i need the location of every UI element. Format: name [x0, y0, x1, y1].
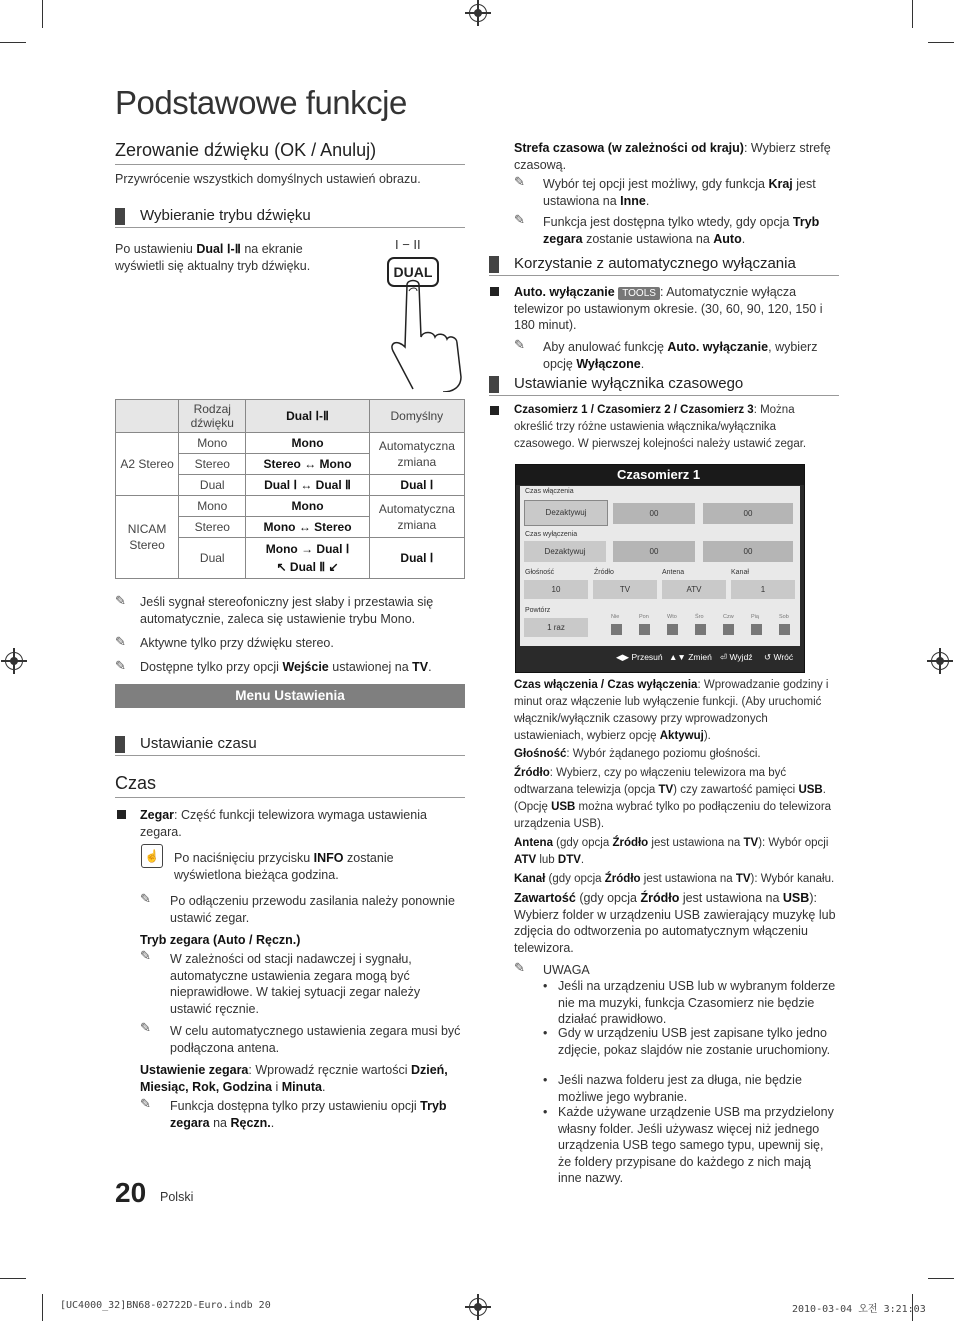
- table-cell: [116, 400, 179, 433]
- bullet-dot: •: [543, 1026, 548, 1040]
- table-cell: Automatyczna zmiana: [369, 496, 464, 538]
- menu-section-bar: Menu Ustawienia: [115, 684, 465, 708]
- antenna-field[interactable]: ATV: [662, 580, 726, 599]
- note-icon: ✎: [115, 658, 126, 673]
- repeat-field[interactable]: 1 raz: [524, 618, 588, 637]
- crop-mark: [0, 42, 26, 43]
- day-label: Pią: [751, 614, 759, 620]
- day-checkbox[interactable]: [723, 624, 734, 635]
- table-cell: Automatyczna zmiana: [369, 433, 464, 475]
- page-title: Podstawowe funkcje: [115, 84, 407, 121]
- auto-off-text: Auto. wyłączanie TOOLS : Automatycznie wyłącza telewizor po ustawionym okresie. (30, 60, 90, 120, 150 i 180 minut).: [514, 285, 823, 332]
- day-label: Wto: [667, 614, 677, 620]
- tryb-note-2: W celu automatycznego ustawienia zegara musi być podłączona antena.: [170, 1024, 461, 1055]
- mode-heading: Wybieranie trybu dźwięku: [115, 207, 465, 228]
- p-channel: Kanał (gdy opcja Źródło jest ustawiona na TV): Wybór kanału.: [514, 873, 835, 885]
- uwaga-label: UWAGA: [543, 963, 590, 977]
- remote-illustration: [383, 237, 473, 392]
- table-cell: Mono: [179, 433, 246, 454]
- table-cell: Mono: [179, 496, 246, 517]
- timer-screen: [515, 464, 805, 673]
- bullet-square-icon: [490, 406, 499, 415]
- table-cell: NICAM Stereo: [116, 496, 179, 579]
- info-hand-icon: ☝: [141, 844, 163, 868]
- nav-change: ▲▼ Zmień: [669, 652, 712, 662]
- table-cell: A2 Stereo: [116, 433, 179, 496]
- table-cell: Stereo: [179, 517, 246, 538]
- source-label: Źródło: [594, 569, 614, 576]
- table-header: Rodzaj dźwięku: [179, 400, 246, 433]
- table-cell: Mono → Dual Ⅰ ↖ Dual Ⅱ ↙: [246, 538, 369, 579]
- day-checkbox[interactable]: [611, 624, 622, 635]
- crop-mark: [0, 1278, 26, 1279]
- strefa-text: Strefa czasowa (w zależności od kraju): Wybierz strefę czasową.: [514, 141, 831, 172]
- day-label: Śro: [695, 614, 704, 620]
- day-checkbox[interactable]: [639, 624, 650, 635]
- screen-title: Czasomierz 1: [516, 465, 804, 485]
- table-row: [116, 433, 465, 454]
- volume-label: Głośność: [525, 569, 555, 576]
- dual-button: DUAL: [387, 257, 439, 287]
- bullet-square-icon: [117, 810, 126, 819]
- print-date: 2010-03-04 오전 3:21:03: [792, 1304, 926, 1315]
- table-header-row: [116, 400, 465, 433]
- list-item: Gdy w urządzeniu USB jest zapisane tylko jedno zdjęcie, pokaz slajdów nie zostanie uruchomiony.: [558, 1026, 831, 1057]
- table-cell: Dual Ⅰ: [369, 538, 464, 579]
- list-item: Jeśli nazwa folderu jest za długa, nie będzie możliwe jego wybranie.: [558, 1073, 802, 1104]
- remote-label: I − II: [395, 237, 421, 252]
- tryb-heading: Tryb zegara (Auto / Ręczn.): [140, 933, 301, 947]
- ust-note: Funkcja dostępna tylko przy ustawieniu opcji Tryb zegara na Ręczn..: [170, 1099, 447, 1130]
- off-hour-field[interactable]: 00: [613, 541, 695, 562]
- crop-mark: [42, 0, 43, 28]
- tools-button-icon: TOOLS: [618, 287, 660, 300]
- bullet-dot: •: [543, 1105, 548, 1119]
- crop-mark: [928, 1278, 954, 1279]
- note-text: Dostępne tylko przy opcji Wejście ustawionej na TV.: [140, 660, 432, 674]
- auto-off-note: Aby anulować funkcję Auto. wyłączanie, wybierz opcję Wyłączone.: [543, 340, 818, 371]
- off-time-label: Czas wyłączenia: [525, 531, 578, 538]
- tryb-note-1: W zależności od stacji nadawczej i sygnału, automatyczne ustawienia zegara mogą być nieprawidłowe. W takiej sytuacji zegar należy ustawić ręcznie.: [170, 952, 421, 1016]
- table-cell: Dual Ⅰ: [369, 475, 464, 496]
- bullet-square-icon: [490, 287, 499, 296]
- note-icon: ✎: [514, 337, 525, 352]
- registration-mark-icon: [469, 4, 487, 22]
- p-source: Źródło: Wybierz, czy po włączeniu telewizora ma być odtwarzana telewizja (opcja TV) czy zawartość pamięci USB. (Opcję USB można wybrać tylko po podłączeniu do telewizora urządzenia USB).: [514, 767, 832, 830]
- on-minute-field[interactable]: 00: [703, 503, 793, 524]
- registration-mark-icon: [5, 652, 23, 670]
- mode-text: Po ustawieniu Dual Ⅰ-Ⅱ na ekranie wyświetli się aktualny tryb dźwięku.: [115, 242, 311, 273]
- table-cell: Stereo: [179, 454, 246, 475]
- table-cell: Dual: [179, 538, 246, 579]
- bullet-dot: •: [543, 1073, 548, 1087]
- nav-exit: ⏎ Wyjdź: [720, 652, 753, 662]
- day-checkbox[interactable]: [751, 624, 762, 635]
- crop-mark: [42, 1294, 43, 1321]
- note-text: Jeśli sygnał stereofoniczny jest słaby i przestawia się automatycznie, zaleca się ustawienie trybu Mono.: [140, 595, 434, 626]
- source-field[interactable]: TV: [593, 580, 657, 599]
- note-icon: ✎: [514, 212, 525, 227]
- day-checkbox[interactable]: [695, 624, 706, 635]
- sound-mode-table: [115, 399, 465, 579]
- timer-heading: Ustawianie wyłącznika czasowego: [489, 375, 839, 396]
- day-label: Pon: [639, 614, 649, 620]
- table-cell: Mono ↔ Stereo: [246, 517, 369, 538]
- auto-off-heading: Korzystanie z automatycznego wyłączania: [489, 255, 839, 276]
- p-antenna: Antena (gdy opcja Źródło jest ustawiona na TV): Wybór opcji ATV lub DTV.: [514, 837, 829, 866]
- note-text: Aktywne tylko przy dźwięku stereo.: [140, 636, 334, 650]
- note-icon: ✎: [140, 1020, 151, 1035]
- table-row: [116, 496, 465, 517]
- table-cell: Mono: [246, 433, 369, 454]
- time-heading: Ustawianie czasu: [115, 735, 465, 756]
- note-icon: ✎: [115, 593, 126, 608]
- hand-icon: [383, 277, 473, 392]
- crop-mark: [928, 42, 954, 43]
- table-cell: Stereo ↔ Mono: [246, 454, 369, 475]
- day-checkbox[interactable]: [779, 624, 790, 635]
- on-time-label: Czas włączenia: [525, 488, 574, 495]
- note-icon: ✎: [115, 634, 126, 649]
- table-header: Domyślny: [369, 400, 464, 433]
- note-icon: ✎: [140, 948, 151, 963]
- note-icon: ✎: [140, 891, 151, 906]
- channel-label: Kanał: [731, 569, 749, 576]
- nav-move: ◀▶ Przesuń: [616, 652, 663, 662]
- antenna-label: Antena: [662, 569, 685, 576]
- registration-mark-icon: [931, 652, 949, 670]
- table-header: Dual Ⅰ-Ⅱ: [246, 400, 369, 433]
- channel-field[interactable]: 1: [731, 580, 795, 599]
- day-checkbox[interactable]: [667, 624, 678, 635]
- volume-field[interactable]: 10: [524, 580, 588, 599]
- day-label: Czw: [723, 614, 734, 620]
- list-item: Każde używane urządzenie USB ma przydzielony własny folder. Jeśli używasz więcej niż jednego urządzenia USB tego samego typu, upewnij się, że foldery przypisane do każdego z nich mają inne nazwy.: [558, 1105, 834, 1185]
- p-content: Zawartość (gdy opcja Źródło jest ustawiona na USB): Wybierz folder w urządzeniu USB zawierający muzykę lub zdjęcia do odtworzenia po automatycznym włączeniu telewizora.: [514, 891, 836, 955]
- power-note: Po odłączeniu przewodu zasilania należy ponownie ustawić zegar.: [170, 894, 455, 925]
- screen-panel: [520, 486, 800, 646]
- note-icon: ✎: [514, 174, 525, 189]
- timer-text: Czasomierz 1 / Czasomierz 2 / Czasomierz 3: Można określić trzy różne ustawienia włącznika/wyłącznika czasowego. W pierwszej kolejności należy ustawić zegar.: [514, 404, 807, 450]
- ust-zegara-text: Ustawienie zegara: Wprowadź ręcznie wartości Dzień, Miesiąc, Rok, Godzina i Minuta.: [140, 1063, 448, 1094]
- language-label: Polski: [160, 1190, 194, 1204]
- reset-text: Przywrócenie wszystkich domyślnych ustawień obrazu.: [115, 172, 421, 186]
- note-icon: ✎: [140, 1096, 151, 1111]
- page-number: 20: [115, 1177, 147, 1208]
- off-minute-field[interactable]: 00: [703, 541, 793, 562]
- table-cell: Dual Ⅰ ↔ Dual Ⅱ: [246, 475, 369, 496]
- day-label: Nie: [611, 614, 620, 620]
- bullet-dot: •: [543, 979, 548, 993]
- note-icon: ✎: [514, 960, 525, 975]
- table-cell: Dual: [179, 475, 246, 496]
- czas-heading: Czas: [115, 773, 465, 798]
- zegar-text: Zegar: Część funkcji telewizora wymaga ustawienia zegara.: [140, 808, 427, 839]
- on-hour-field[interactable]: 00: [613, 503, 695, 524]
- registration-mark-icon: [469, 1298, 487, 1316]
- strefa-note-2: Funkcja jest dostępna tylko wtedy, gdy opcja Tryb zegara zostanie ustawiona na Auto.: [543, 215, 820, 246]
- nav-back: ↺ Wróć: [764, 652, 794, 662]
- list-item: Jeśli na urządzeniu USB lub w wybranym folderze nie ma muzyki, funkcja Czasomierz nie będzie działać prawidłowo.: [558, 979, 836, 1026]
- table-cell: Mono: [246, 496, 369, 517]
- strefa-note-1: Wybór tej opcji jest możliwy, gdy funkcja Kraj jest ustawiona na Inne.: [543, 177, 816, 208]
- p-on-off-time: Czas włączenia / Czas wyłączenia: Wprowadzanie godziny i minut oraz włączenie lub wyłączenie funkcji. (Aby uruchomić włącznik/wyłącznik czasowy przy wprowadzonych ustawieniach, wybierz opcję Aktywuj).: [514, 679, 829, 742]
- reset-heading: Zerowanie dźwięku (OK / Anuluj): [115, 140, 465, 165]
- repeat-label: Powtórz: [525, 607, 551, 614]
- p-volume: Głośność: Wybór żądanego poziomu głośności.: [514, 748, 761, 760]
- crop-mark: [912, 0, 913, 28]
- file-info: [UC4000_32]BN68-02722D-Euro.indb 20: [60, 1300, 271, 1311]
- info-text: Po naciśnięciu przycisku INFO zostanie wyświetlona bieżąca godzina.: [174, 851, 394, 882]
- off-time-select[interactable]: Dezaktywuj: [524, 541, 606, 562]
- on-time-select[interactable]: Dezaktywuj: [524, 500, 608, 526]
- day-label: Sob: [779, 614, 789, 620]
